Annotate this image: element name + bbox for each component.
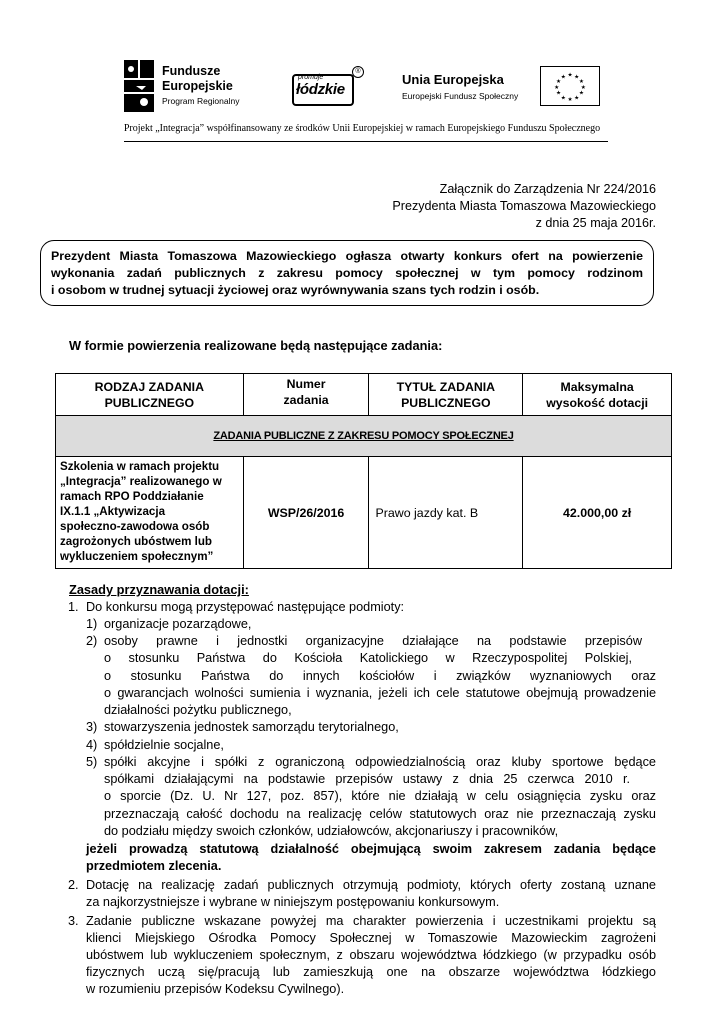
subrule-5-line5: do podziału między swoich członków, udziałowców, akcjonariuszy i pracowników,: [104, 824, 559, 838]
rule-3-line2: klienci Miejskiego Ośrodka Pomocy Społecznej w Tomaszowie Mazowieckim zagrożeni: [86, 931, 656, 945]
fe-logo-line3: Program Regionalny: [162, 96, 240, 106]
svg-text:★: ★: [567, 72, 573, 79]
svg-text:★: ★: [574, 95, 580, 102]
header-task-type-l2: PUBLICZNEGO: [104, 395, 195, 410]
subrule-2-number: 2): [86, 634, 98, 648]
announcement-line2: wykonania zadań publicznych z zakresu pomocy społecznej w tym pomocy rodzinom: [51, 266, 643, 280]
subrule-2-line4: o gwarancjach wolności sumienia i wyznania, jeżeli ich cele statutowe obejmują prowadzenie: [104, 686, 656, 700]
svg-text:★: ★: [574, 74, 580, 81]
svg-text:★: ★: [578, 79, 584, 86]
annex-line1: Załącznik do Zarządzenia Nr 224/2016: [439, 182, 656, 196]
fundusze-europejskie-logo: [124, 58, 264, 114]
fe-logo-line1: Fundusze: [162, 64, 221, 78]
header-task-title-l2: PUBLICZNEGO: [401, 395, 491, 410]
section-social-assistance: ZADANIA PUBLICZNE Z ZAKRESU POMOCY SPOŁECZNEJ: [56, 416, 672, 457]
table-section-row: [56, 416, 672, 457]
subrule-2-line3: o stosunku Państwa do innych kościołów i związków wyznaniowych oraz: [104, 669, 656, 683]
header-task-type: [56, 374, 244, 416]
rule-2-number: 2.: [68, 878, 79, 892]
svg-text:★: ★: [556, 90, 562, 97]
rule-2-line2: za najkorzystniejsze i wybrane w niniejszym postępowaniu konkursowym.: [86, 895, 500, 909]
lodzkie-logo-small: promuje: [298, 74, 324, 81]
subrule-5-line3: o sporcie (Dz. U. Nr 127, poz. 857), które nie działają w celu osiągnięcia zysku oraz: [104, 789, 656, 803]
subrule-2-line5: działalności pożytku publicznego,: [104, 703, 292, 717]
rule-3-line5: w rozumieniu przepisów Kodeksu Cywilnego).: [86, 982, 345, 996]
annex-line3: z dnia 25 maja 2016r.: [535, 216, 656, 230]
fe-logo-line2: Europejskie: [162, 79, 233, 93]
subrule-2-line2: o stosunku Państwa do Kościoła Katolickiego w Rzeczypospolitej Polskiej,: [104, 651, 632, 665]
svg-text:★: ★: [554, 84, 560, 91]
header-task-title-l1: TYTUŁ ZADANIA: [396, 379, 496, 394]
row-task-title: Prawo jazdy kat. B: [369, 457, 523, 569]
unia-europejska-label: [402, 72, 518, 101]
project-cofinancing-line: Projekt „Integracja” współfinansowany ze środków Unii Europejskiej w ramach Europejskiego Funduszu Społecznego: [123, 123, 601, 134]
svg-text:★: ★: [560, 95, 566, 102]
table-header-row: [56, 374, 672, 416]
subrule-4-number: 4): [86, 738, 98, 752]
subrule-2-line1: osoby prawne i jednostki organizacyjne działające na podstawie przepisów: [104, 634, 642, 648]
subrule-4-text: spółdzielnie socjalne,: [104, 738, 224, 752]
announcement-line3: i osobom w trudnej sytuacji życiowej oraz wyrównywania szans tych rodzin i osób.: [51, 283, 540, 297]
subrule-1-text: organizacje pozarządowe,: [104, 617, 252, 631]
ue-subtitle: Europejski Fundusz Społeczny: [402, 91, 519, 101]
svg-text:★: ★: [580, 84, 586, 91]
promuje-lodzkie-logo: [292, 68, 364, 108]
row-task-number: WSP/26/2016: [243, 457, 369, 569]
header-max-grant-l2: wysokość dotacji: [546, 395, 649, 410]
header-max-grant-l1: Maksymalna: [560, 379, 634, 394]
header-divider: [124, 141, 608, 142]
eu-flag-icon: [540, 66, 600, 106]
row-task-type-l6: zagrożonych ubóstwem lub: [60, 535, 213, 548]
header-max-grant: [523, 374, 672, 416]
header-task-type-l1: RODZAJ ZADANIA: [94, 379, 204, 394]
announcement-line1: Prezydent Miasta Tomaszowa Mazowieckiego ogłasza otwarty konkurs ofert na powierzenie: [51, 249, 643, 263]
rule-3-line1: Zadanie publiczne wskazane powyżej ma charakter powierzenia i uczestnikami projektu są: [86, 914, 656, 928]
subrule-5-line4: przeznaczają całość dochodu na realizację celów statutowych oraz nie przeznaczają zysku: [104, 807, 656, 821]
rule-1-number: 1.: [68, 600, 79, 614]
eligibility-condition-line1: jeżeli prowadzą statutową działalność obejmującą swoim zakresem zadania będące: [86, 842, 656, 856]
tasks-intro: W formie powierzenia realizowane będą następujące zadania:: [69, 338, 443, 353]
row-max-grant: 42.000,00 zł: [523, 457, 672, 569]
row-task-type-l4: IX.1.1 „Aktywizacja: [60, 505, 166, 518]
svg-text:★: ★: [578, 90, 584, 97]
subrule-3-number: 3): [86, 720, 98, 734]
subrule-1-number: 1): [86, 617, 98, 631]
annex-line2: Prezydenta Miasta Tomaszowa Mazowieckiego: [392, 199, 656, 213]
subrule-5-line2: spółkami działającymi na podstawie przepisów ustawy z dnia 25 czerwca 2010 r.: [104, 772, 630, 786]
header-task-number-l1: Numer: [286, 377, 326, 391]
row-task-type-l1: Szkolenia w ramach projektu: [60, 460, 220, 473]
ue-title: Unia Europejska: [402, 72, 504, 87]
registered-icon: ®: [352, 66, 364, 78]
lodzkie-logo-text: łódzkie: [296, 81, 345, 98]
row-task-type-l5: społeczno-zawodowa osób: [60, 520, 210, 533]
header-task-number: [243, 374, 369, 416]
rules-heading: Zasady przyznawania dotacji:: [69, 582, 249, 597]
tasks-table: [55, 373, 672, 569]
svg-text:★: ★: [556, 79, 562, 86]
rule-2-line1: Dotację na realizację zadań publicznych otrzymują podmioty, których oferty zostaną uznane: [86, 878, 656, 892]
eligibility-condition-line2: przedmiotem zlecenia.: [86, 859, 222, 873]
subrule-5-number: 5): [86, 755, 98, 769]
row-task-type-l7: wykluczeniem społecznym”: [60, 550, 214, 563]
svg-text:★: ★: [567, 97, 573, 104]
table-row: [56, 457, 672, 569]
fundusze-europejskie-icon: [124, 60, 154, 112]
rule-3-line3: ubóstwem lub wykluczeniem społecznym, z obszaru województwa łódzkiego (w przypadku osób: [86, 948, 656, 962]
subrule-3-text: stowarzyszenia jednostek samorządu terytorialnego,: [104, 720, 399, 734]
annex-reference: [392, 181, 656, 232]
rule-3-number: 3.: [68, 914, 79, 928]
rule-3-line4: fizycznych uczą się/pracują lub zamieszkują one na obszarze województwa łódzkiego: [86, 965, 656, 979]
row-task-type: [56, 457, 244, 569]
header-task-title: [369, 374, 523, 416]
row-task-type-l3: ramach RPO Poddziałanie: [60, 490, 204, 503]
header-task-number-l2: zadania: [283, 393, 329, 407]
svg-text:★: ★: [560, 74, 566, 81]
subrule-5-line1: spółki akcyjne i spółki z ograniczoną odpowiedzialnością oraz kluby sportowe będące: [104, 755, 656, 769]
announcement-box: [40, 240, 654, 306]
rule-1-text: Do konkursu mogą przystępować następujące podmioty:: [86, 600, 405, 614]
row-task-type-l2: „Integracja” realizowanego w: [60, 475, 222, 488]
